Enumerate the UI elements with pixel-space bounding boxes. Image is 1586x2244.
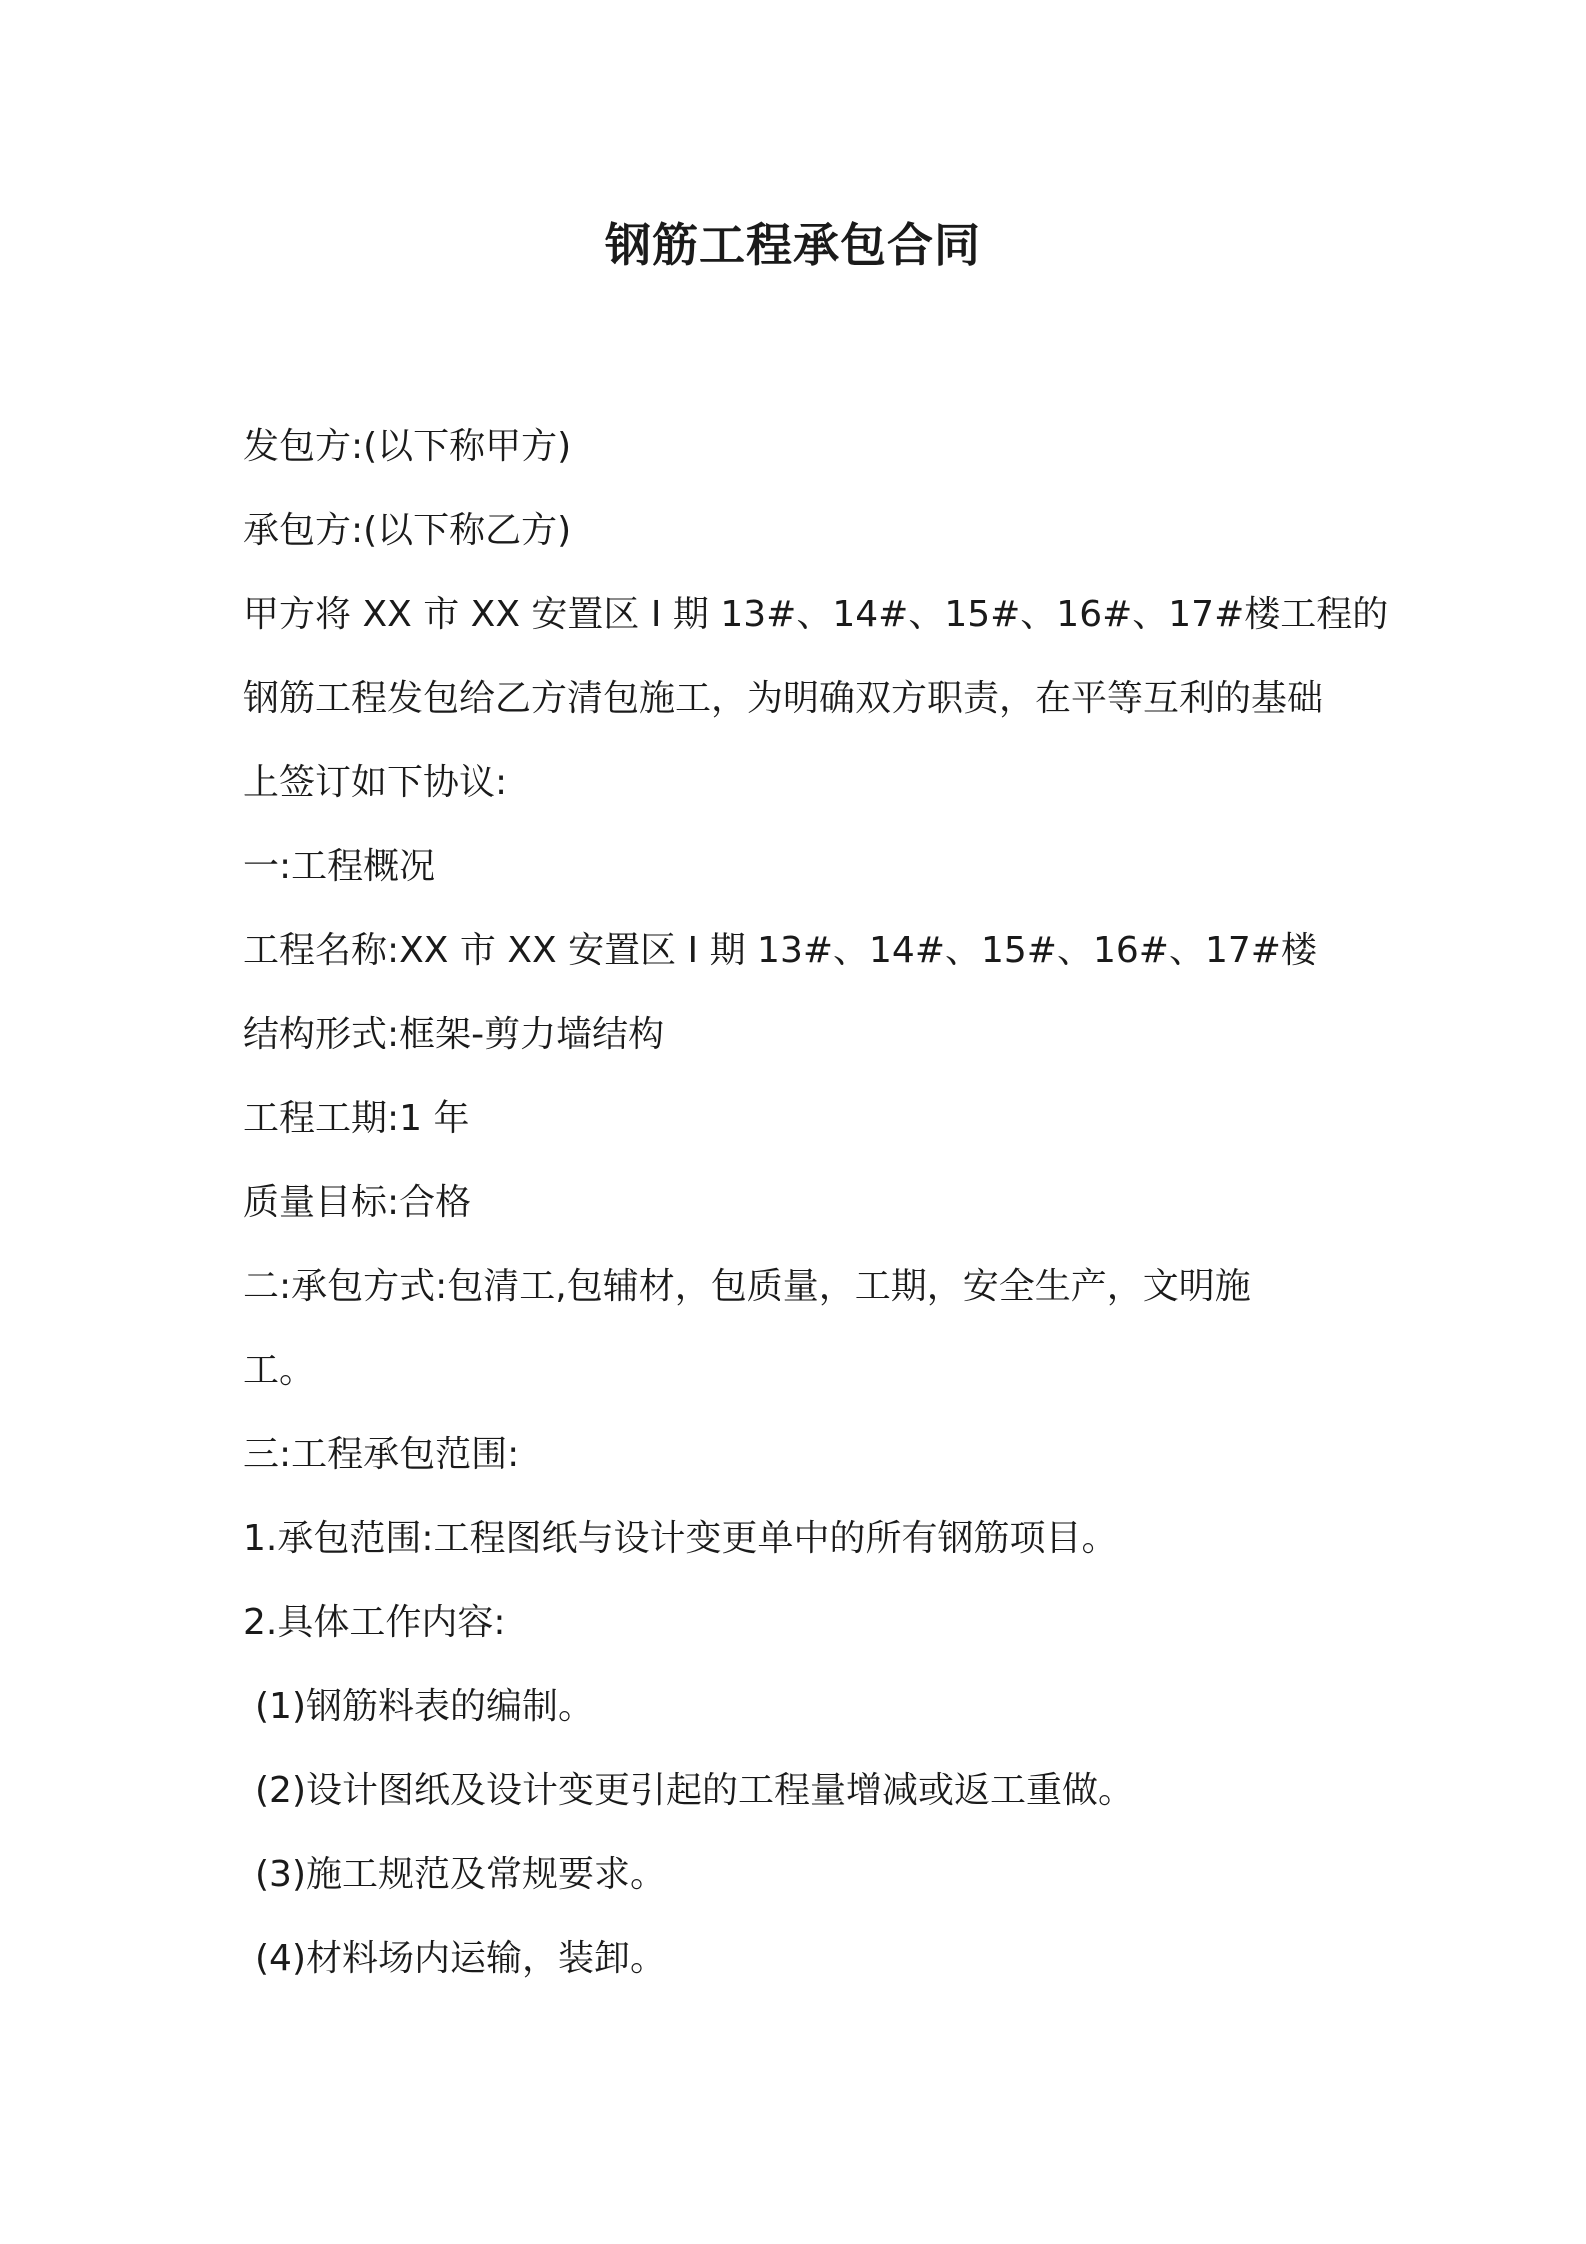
section-3-heading: 三:工程承包范围: [243,1434,520,1475]
intro-line-3: 上签订如下协议: [243,762,508,803]
project-name-line: 工程名称:XX 市 XX 安置区 I 期 13#、14#、15#、16#、17#楼 [243,930,1317,971]
section-2-line-2: 工。 [243,1350,316,1391]
section-2-line-1: 二:承包方式:包清工,包辅材，包质量，工期，安全生产，文明施 [243,1266,1251,1307]
intro-line-2: 钢筋工程发包给乙方清包施工，为明确双方职责，在平等互利的基础 [243,678,1324,719]
work-item-2: (2)设计图纸及设计变更引起的工程量增减或返工重做。 [255,1770,1134,1811]
intro-line-1: 甲方将 XX 市 XX 安置区 I 期 13#、14#、15#、16#、17#楼工程的 [243,594,1389,635]
scope-item-2: 2.具体工作内容: [243,1602,506,1643]
structure-type-line: 结构形式:框架-剪力墙结构 [243,1014,665,1055]
party-b-line: 承包方:(以下称乙方) [243,510,572,551]
section-1-heading: 一:工程概况 [243,846,436,887]
work-item-3: (3)施工规范及常规要求。 [255,1854,666,1895]
document-title: 钢筋工程承包合同 [605,218,981,272]
party-a-line: 发包方:(以下称甲方) [243,426,572,467]
work-item-4: (4)材料场内运输，装卸。 [255,1938,666,1979]
quality-target-line: 质量目标:合格 [243,1182,472,1223]
document-body [243,405,1389,2001]
scope-item-1: 1.承包范围:工程图纸与设计变更单中的所有钢筋项目。 [243,1518,1118,1559]
work-item-1: (1)钢筋料表的编制。 [255,1686,594,1727]
duration-line: 工程工期:1 年 [243,1098,470,1139]
